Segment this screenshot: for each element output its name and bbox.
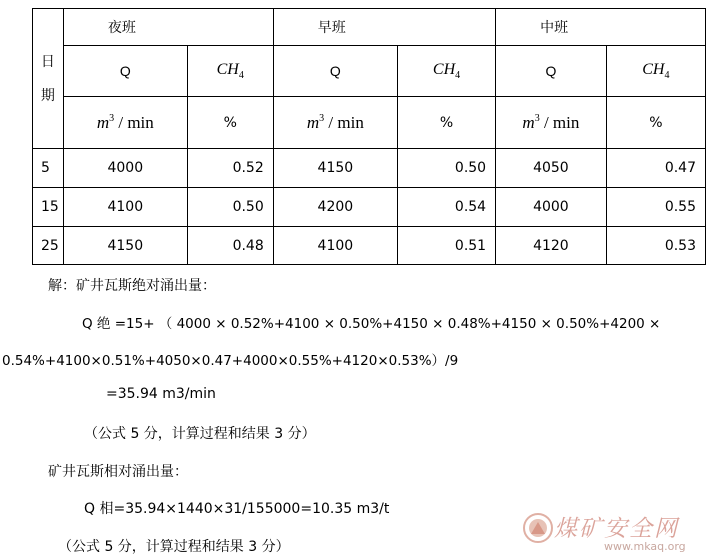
date-header — [33, 9, 64, 149]
morning-ch4-unit: % — [398, 97, 496, 149]
morning-ch4-cell: 0.50 — [398, 149, 496, 188]
night-ch4-unit: % — [187, 97, 273, 149]
date-cell: 25 — [33, 227, 64, 265]
formula-line-2: 0.54%+4100×0.51%+4050×0.47+4000×0.55%+4120×0.53%）/9 — [2, 353, 459, 369]
morning-q-header — [273, 46, 397, 97]
night-q-unit: $m^3$ / min — [63, 97, 187, 149]
morning-ch4-cell: 0.51 — [398, 227, 496, 265]
score-note-1: （公式 5 分，计算过程和结果 3 分） — [84, 426, 316, 442]
morning-q-cell: 4100 — [273, 227, 397, 265]
night-ch4-cell: 0.48 — [187, 227, 273, 265]
middle-q-unit: $m^3$ / min — [496, 97, 607, 149]
table-row — [33, 149, 706, 188]
date-cell: 15 — [33, 188, 64, 227]
middle-ch4-unit: % — [606, 97, 705, 149]
q-label: Q — [329, 62, 341, 79]
ch4-label: $CH_4$ — [432, 61, 461, 81]
middle-ch4-cell: 0.47 — [606, 149, 705, 188]
ch4-label: $CH_4$ — [216, 61, 244, 81]
site-watermark — [520, 510, 706, 559]
shift-header-middle: 中班 — [496, 9, 706, 46]
night-ch4-cell: 0.50 — [187, 188, 273, 227]
table-row — [33, 227, 706, 265]
night-ch4-cell: 0.52 — [187, 149, 273, 188]
formula-line-1: Q 绝 =15+ （ 4000 × 0.52%+4100 × 0.50%+4150 × 0.48%+4150 × 0.50%+4200 × — [82, 316, 661, 332]
middle-q-cell: 4050 — [496, 149, 607, 188]
absolute-result: =35.94 m3/min — [106, 386, 216, 402]
morning-q-cell: 4150 — [273, 149, 397, 188]
morning-q-unit: $m^3$ / min — [273, 97, 397, 149]
score-note-2: （公式 5 分，计算过程和结果 3 分） — [58, 539, 290, 555]
night-ch4-header — [187, 46, 273, 97]
date-cell: 5 — [33, 149, 64, 188]
shift-header-morning: 早班 — [273, 9, 495, 46]
morning-ch4-cell: 0.54 — [398, 188, 496, 227]
shift-header-night: 夜班 — [63, 9, 273, 46]
q-label: Q — [545, 62, 557, 79]
middle-ch4-cell: 0.55 — [606, 188, 705, 227]
relative-formula: Q 相=35.94×1440×31/155000=10.35 m3/t — [84, 501, 390, 517]
table-row — [33, 188, 706, 227]
middle-q-header — [496, 46, 607, 97]
night-q-cell: 4150 — [63, 227, 187, 265]
relative-heading: 矿井瓦斯相对涌出量： — [48, 464, 188, 480]
watermark-url: www.mkaq.org — [604, 540, 686, 553]
middle-ch4-cell: 0.53 — [606, 227, 705, 265]
middle-ch4-header — [606, 46, 705, 97]
night-q-header — [63, 46, 187, 97]
night-q-cell: 4000 — [63, 149, 187, 188]
middle-q-cell: 4000 — [496, 188, 607, 227]
morning-q-cell: 4200 — [273, 188, 397, 227]
gas-data-table — [32, 8, 706, 265]
morning-ch4-header — [398, 46, 496, 97]
q-label: Q — [119, 62, 131, 79]
middle-q-cell: 4120 — [496, 227, 607, 265]
ch4-label: $CH_4$ — [642, 61, 670, 81]
date-header-char-2: 期 — [40, 87, 55, 104]
watermark-logo-icon — [522, 512, 554, 544]
watermark-text: 煤矿安全网 — [554, 516, 679, 542]
solution-heading: 解：矿井瓦斯绝对涌出量： — [48, 278, 216, 294]
night-q-cell: 4100 — [63, 188, 187, 227]
date-header-char-1: 日 — [40, 53, 55, 70]
